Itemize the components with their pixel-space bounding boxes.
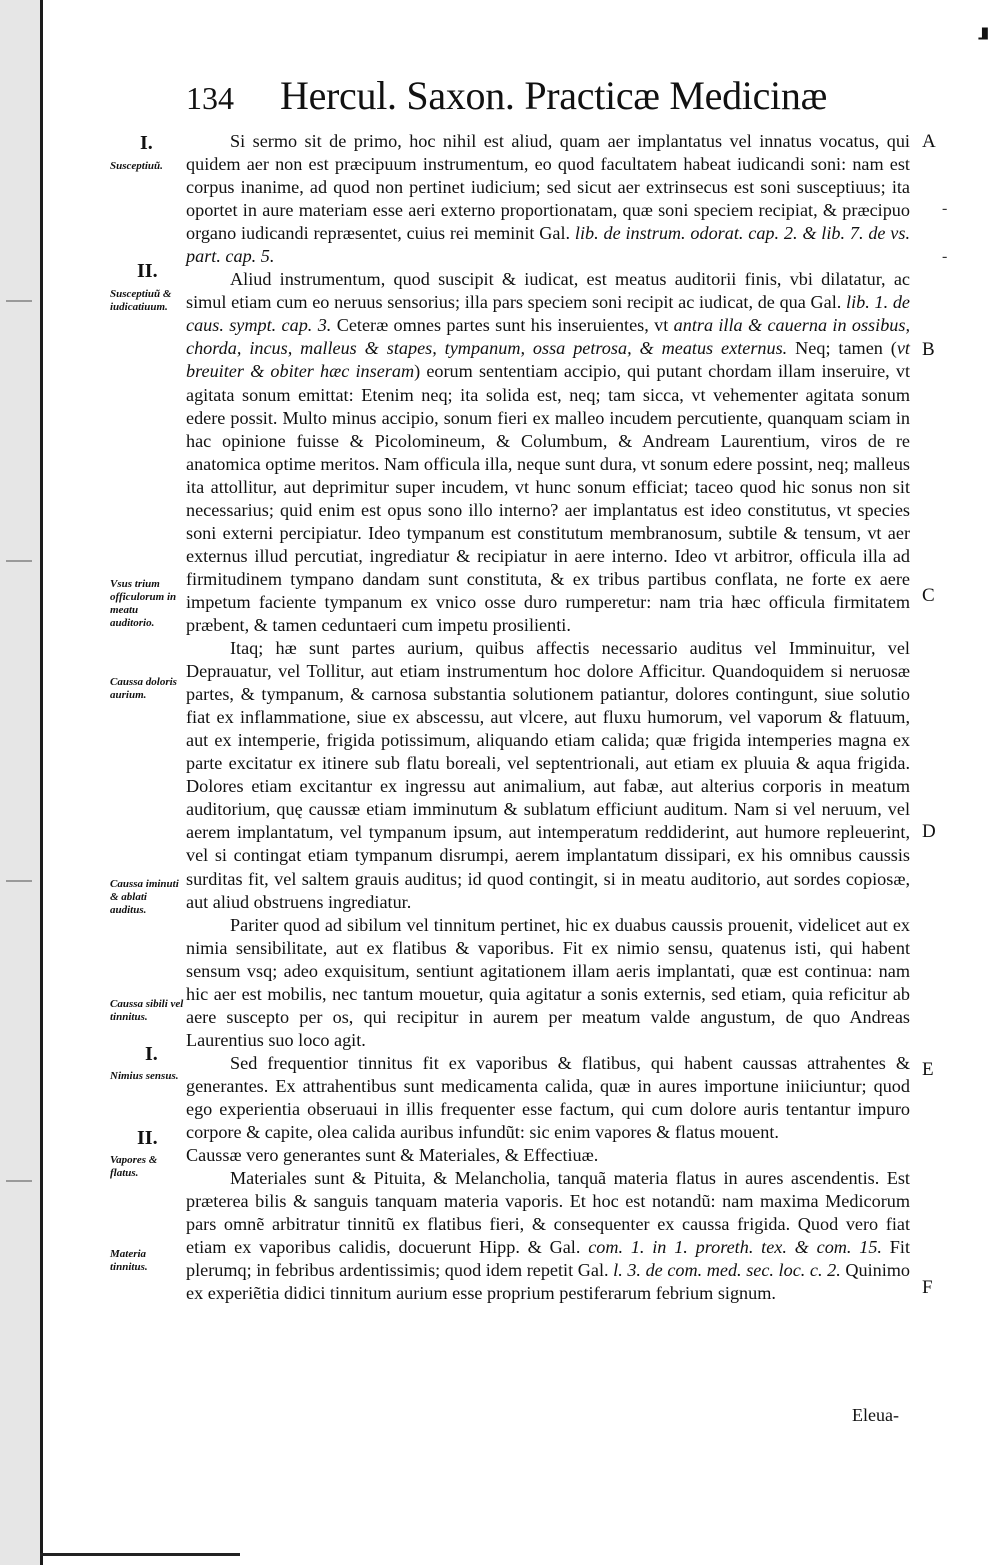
paragraph bbox=[186, 268, 910, 637]
paragraph bbox=[186, 1167, 910, 1305]
gutter-tick bbox=[6, 880, 32, 882]
text-run: Quinimo ex experiẽtia didici tinnitum aurium esse proprium pestiferarum febrium signum. bbox=[186, 1260, 911, 1304]
side-note: Caussa doloris aurium. bbox=[110, 676, 177, 701]
text-run: Si sermo sit de primo, hoc nihil est aliud, quam aer implantatus vel innatus vocatus, qui quidem aer non est præcipuum instrumentum, eo quod facultatem habeat iudicandi soni: nam est corpus inanime, ad quod non pertinet iudicium; sed sicut aer extrinsecus est soni susceptiuus; ita oportet in aure materiam esse aeri externo proportionatam, quæ soni speciem recipiat, & præcipuo organo iudicandi repræsentet, cuius rei meminit Gal. bbox=[186, 131, 910, 244]
italic-phrase: antra illa & cauerna in ossibus, chorda, incus, malleus & stapes, tympanum, ossa petrosa, & meatus externus. bbox=[186, 315, 911, 359]
section-letter: C bbox=[922, 585, 935, 606]
section-letter: A bbox=[922, 131, 936, 152]
bottom-edge-rule bbox=[40, 1553, 240, 1556]
main-text bbox=[186, 130, 910, 1305]
gutter-tick bbox=[6, 560, 32, 562]
gutter-tick bbox=[6, 300, 32, 302]
edge-mark: - bbox=[942, 200, 948, 217]
text-run: ) eorum sententiam accipio, qui putant chordam illam inseruire, vt agitata sonum emittat: Etenim neq; ita solida est, neq; tam sicca, vt vehementer agitata sonum edere possit. Multo minus accipio, sonum fieri ex malleo incudem percutiente, quanquam sciam in hac opinione fuisse & Picolomineum, & Columbum, & Andream Laurentium, viros de re anatomica optime meritos. Nam officula illa, neque sunt dura, vt sonum edere possint, neq; malleus ita attollitur, aut deprimitur super incudem, vt hunc sonum efficiat; taceo quod hic sonus non sit necessarius; quid enim est opus sono illo interno? aer implantatus est ideo constitutus, vt species soni externi percipiatur. Ideo tympanum est constitutum membranosum, subtile & tensum, vt aer externus illud percutiat, ingrediatur & recipiatur in aere interno. Ideo vt arbitror, officula illa ad firmitudinem tympano dandam sunt constituta, & ex tribus partibus conflata, ne forte ex aere impetum faciente tympanum ex vnico osse duro rumperetur: nam tria hæc officula firmitatem præbent, & tamen ceduntaeri cum impetu prosilienti. bbox=[186, 361, 910, 635]
text-run: Materiales sunt & Pituita, & Melancholia, tanquã materia flatus in aures ascendentis. Est præterea bilis & sanguis tanquam materia vaporis. Et hoc est notandũ: nam maxima Medicorum pars omnẽ arbitratur tinnitũ ex flatibus fieri, & consequenter ex caussa frigida. Quod vero fiat etiam ex vaporibus calidis, docuerunt Hipp. & Gal. bbox=[186, 1168, 910, 1258]
text-run: Fit plerumq; in febribus ardentissimis; quod idem repetit Gal. bbox=[186, 1237, 911, 1281]
side-note: Susceptiuũ & iudicatiuum. bbox=[110, 288, 172, 313]
paragraph: Caussæ vero generantes sunt & Materiales, & Effectiuæ. bbox=[186, 1145, 599, 1166]
marginal-numeral: II. bbox=[137, 1127, 158, 1149]
page-number: 134 bbox=[186, 80, 234, 116]
marginal-numeral: I. bbox=[140, 132, 153, 154]
text-run: Aliud instrumentum, quod suscipit & iudicat, est meatus auditorii finis, vbi dilatatur, ac simul etiam cum eo neruus sensorius; illa pars speciem soni recipit ac iudicat, de qua Gal. bbox=[186, 269, 910, 313]
marginal-numeral: I. bbox=[145, 1043, 158, 1065]
side-note: Vsus trium officulorum in meatu auditorio. bbox=[110, 578, 177, 629]
paragraph: Itaq; hæ sunt partes aurium, quibus affectis necessario auditus vel Imminuitur, vel Deprauatur, vel Tollitur, aut etiam instrumentum hoc dolore Afficitur. Quandoquidem si neruosæ partes, & tympanum, & carnosa substantia solutionem patiantur, dolores contingunt, siue solutio fiat ex inflammatione, siue ex abscessu, aut vlcere, aut fluxu humorum, vel vaporum & flatuum, aut ex intemperie, frigida potissimum, aliquando etiam calida; quæ frigida intemperies magna ex parte excitatur ex itinere sub flatu boreali, vel septentrionali, aut etiam ex pluuia & aqua frigida. Dolores etiam excitantur ex ingressu aut animalium, aut fabæ, aut alterius corporis in meatum auditorium, quę caussæ etiam imminutum & sublatum efficiunt auditum. Nam si vel neruum, vel aerem implantatum, vel tympanum ipsum, aut intemperatum reddiderint, aut humore repleuerint, vel si contingat etiam tympanum disrumpi, aerem implantatum dissipari, ex his omnibus caussis surditas fit, vel saltem grauis auditus; id quod contingit, si in meatu auditorio, aut sordes copiosæ, aut aliud obstruens ingrediatur. bbox=[186, 638, 910, 912]
running-title: Hercul. Saxon. Practicæ Medicinæ bbox=[280, 73, 827, 118]
side-note: Susceptiuũ. bbox=[110, 160, 163, 172]
gutter-tick bbox=[6, 1180, 32, 1182]
paragraph: Pariter quod ad sibilum vel tinnitum pertinet, hic ex duabus caussis prouenit, videlicet aut ex nimia sensibilitate, aut ex flatibus & vaporibus. Fit ex nimio sensu, quatenus isti, qui habent sensum vsq; adeo exquisitum, sentiunt agitationem illam aeris implantati, quæ est continua: nam hic aer est mobilis, nec tantum mouetur, quia agitatur a sonis externis, sed etiam, quia reficitur ab aere suscepto per os, qui recipitur in aurem per meatum valde angustum, de quo Andreas Laurentius suo loco agit. bbox=[186, 914, 910, 1050]
citation: com. 1. in 1. proreth. tex. & com. 15. bbox=[588, 1237, 882, 1258]
section-letter: F bbox=[922, 1277, 933, 1298]
corner-bleed-mark: ⸥ bbox=[976, 6, 993, 43]
citation: lib. 1. de caus. sympt. cap. 3. bbox=[186, 292, 910, 336]
paragraph: Sed frequentior tinnitus fit ex vaporibus & flatibus, qui habent caussas attrahentes & generantes. Ex attrahentibus sunt medicamenta calida, quæ in aures importune iniiciuntur; quod ego experientia obseruaui in illis frequenter esse factum, qui cum dolore auris tentantur impuro corpore & capite, olea calida auribus infundũt: sic enim vapores & flatus mouent. bbox=[186, 1052, 910, 1143]
text-run: Ceteræ omnes partes sunt his inseruientes, vt bbox=[336, 315, 669, 336]
side-note: Vapores & flatus. bbox=[110, 1154, 158, 1179]
section-letter: D bbox=[922, 821, 936, 842]
side-note: Nimius sensus. bbox=[110, 1070, 179, 1082]
binding-gutter bbox=[0, 0, 43, 1565]
section-letter: E bbox=[922, 1059, 934, 1080]
edge-mark: - bbox=[942, 248, 948, 265]
catchword: Eleua- bbox=[852, 1405, 899, 1425]
side-note: Caussa iminuti & ablati auditus. bbox=[110, 878, 179, 916]
citation: l. 3. de com. med. sec. loc. c. 2. bbox=[613, 1260, 841, 1281]
text-run: Neq; tamen ( bbox=[795, 338, 897, 359]
paragraph bbox=[186, 130, 910, 268]
marginal-numeral: II. bbox=[137, 260, 158, 282]
section-letter: B bbox=[922, 339, 935, 360]
side-note: Caussa sibili vel tinnitus. bbox=[110, 998, 184, 1023]
side-note: Materia tinnitus. bbox=[110, 1248, 148, 1273]
citation: lib. de instrum. odorat. cap. 2. & lib. 7. de vs. part. cap. 5. bbox=[186, 223, 910, 267]
italic-aside: vt breuiter & obiter hæc inseram bbox=[186, 338, 910, 382]
